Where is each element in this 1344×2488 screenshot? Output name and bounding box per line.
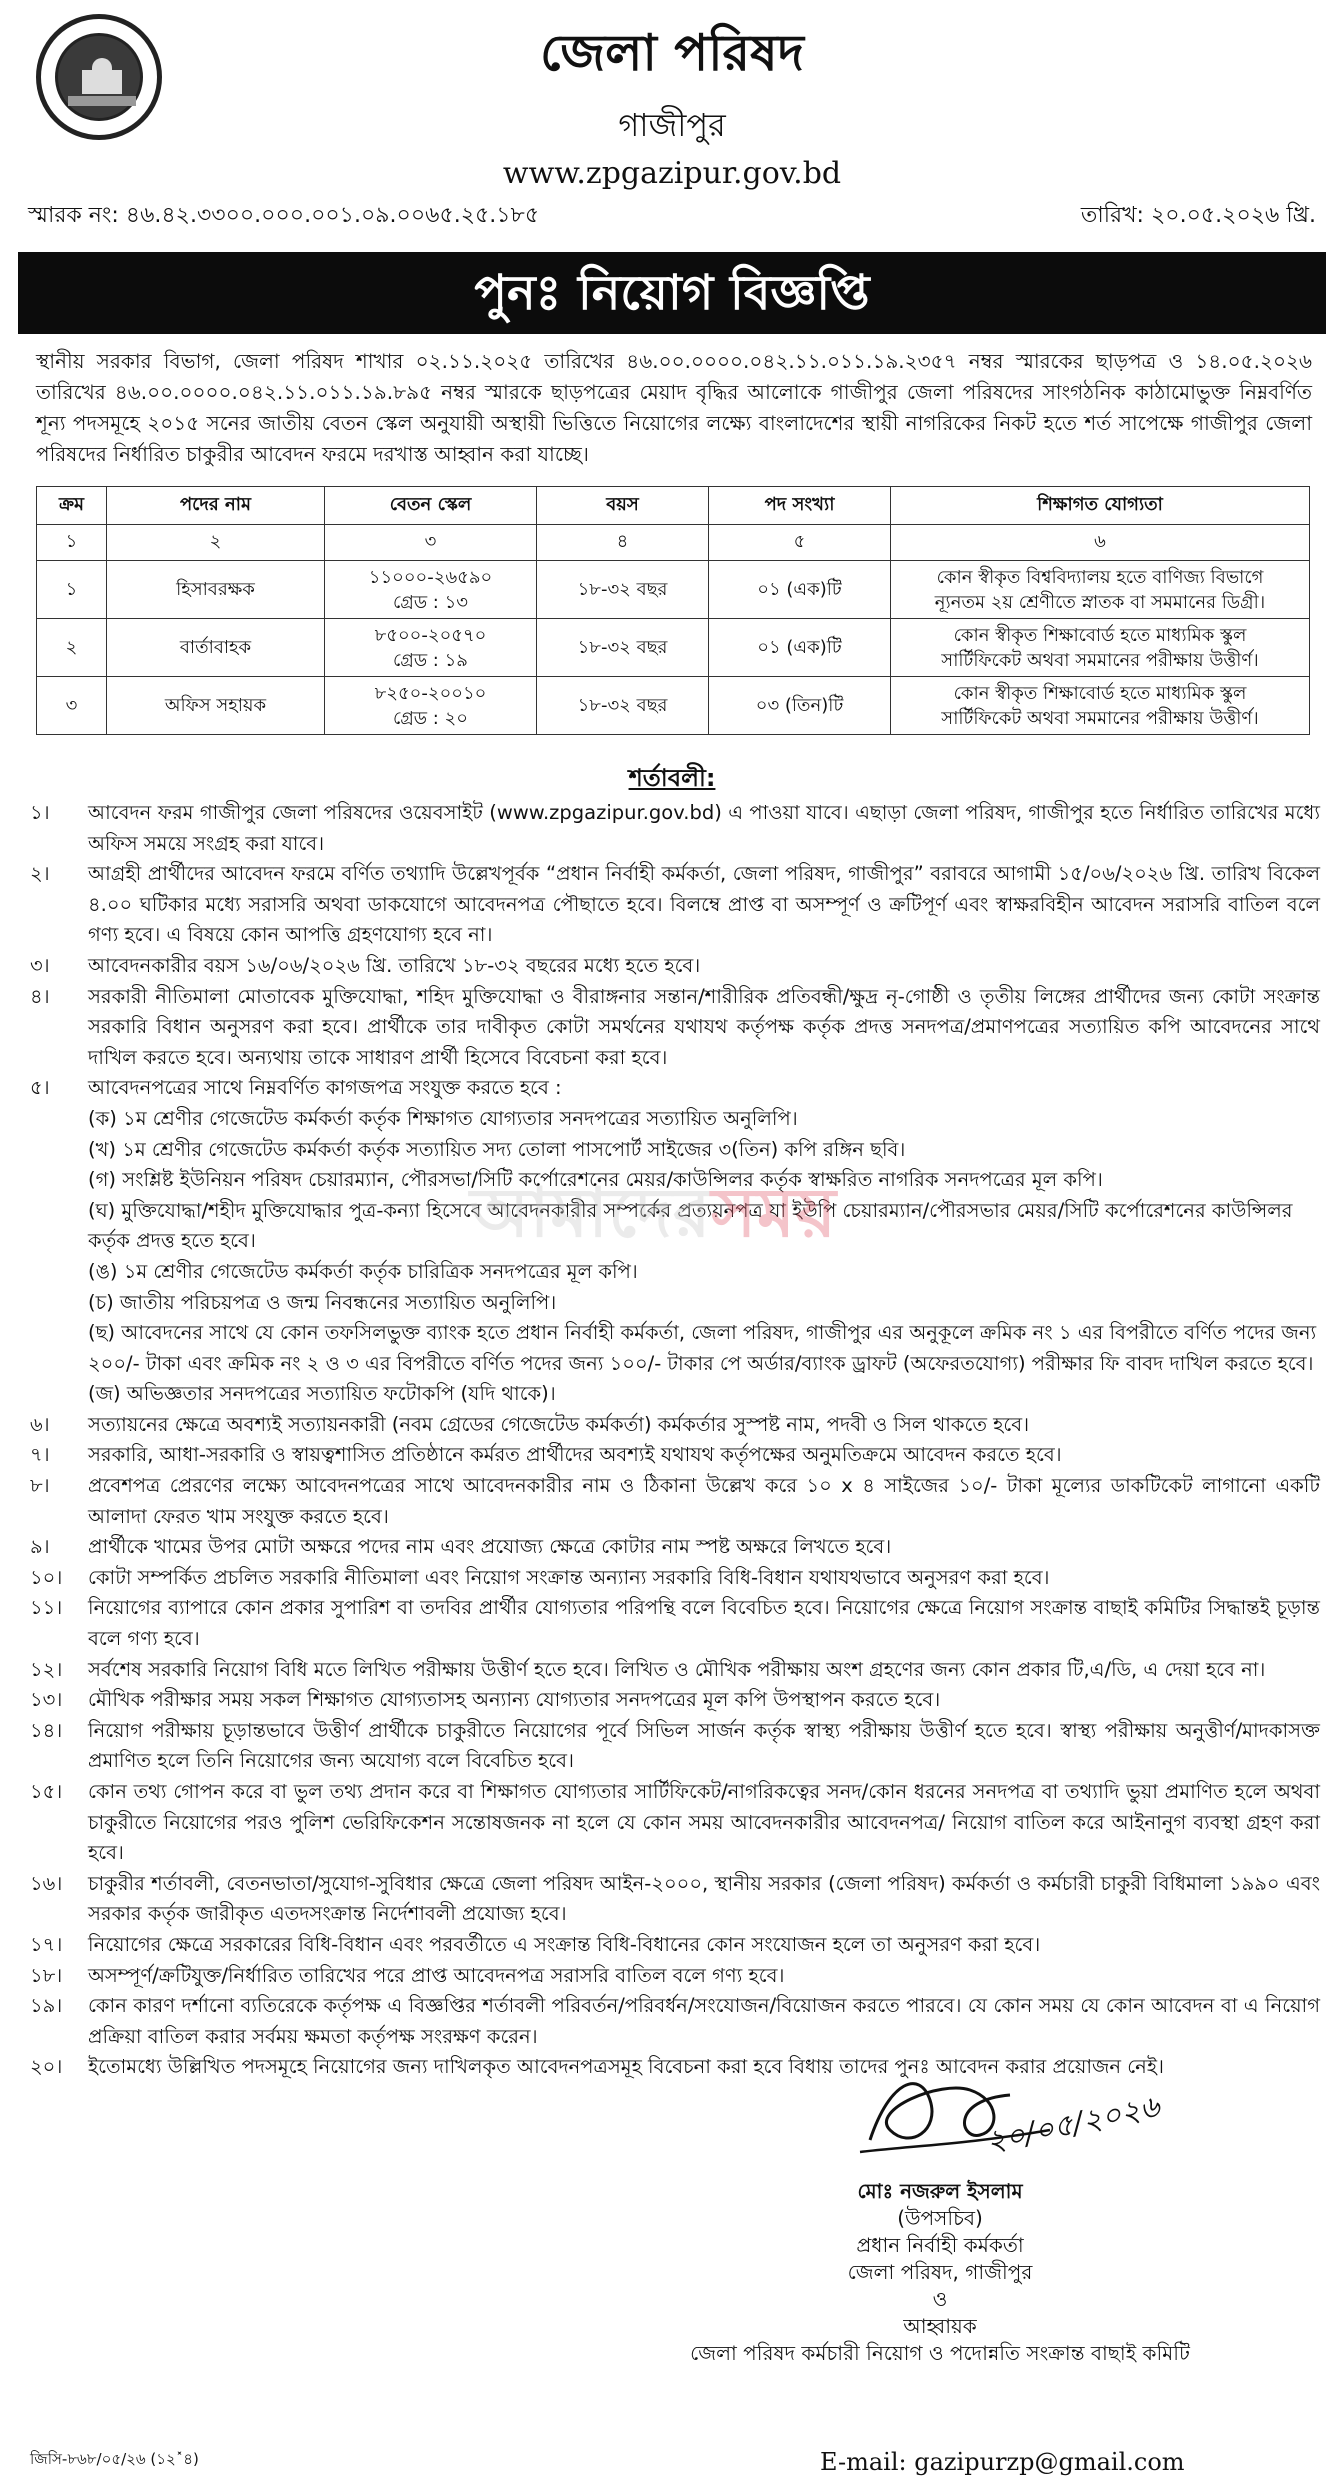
list-item: ৪। সরকারী নীতিমালা মোতাবেক মুক্তিযোদ্ধা, শহিদ মুক্তিযোদ্ধা ও বীরাঙ্গনার সন্তান/শারীরিক প্রতিবন্ধী/ক্ষুদ্র নৃ-গোষ্ঠী ও তৃতীয় লিঙ্গের প্রার্থীদের জন্য কোটা সংক্রান্ত সরকারি বিধান অনুসরণ করা হবে। প্রার্থীকে তার দাবীকৃত কোটা সমর্থনের যথাযথ কর্তৃপক্ষ কর্তৃক প্রদত্ত সনদপত্র/প্রমাণপত্রের সত্যায়িত কপি আবেদনের সাথে দাখিল করতে হবে। অন্যথায় তাকে সাধারণ প্রার্থী হিসেবে বিবেচনা করা হবে। <box>30 984 1320 1069</box>
list-item: ৩। আবেদনকারীর বয়স ১৬/০৬/২০২৬ খ্রি. তারিখে ১৮-৩২ বছরের মধ্যে হতে হবে। <box>30 953 701 977</box>
sub-item: (ঙ) ১ম শ্রেণীর গেজেটেড কর্মকর্তা কর্তৃক চারিত্রিক সনদপত্রের মূল কপি। <box>88 1259 638 1283</box>
signatory-office: জেলা পরিষদ, গাজীপুর <box>847 2260 1033 2284</box>
signatory-role: আহ্বায়ক <box>903 2314 977 2338</box>
conditions-heading: শর্তাবলী: <box>628 764 716 792</box>
list-item: ২। আগ্রহী প্রার্থীদের আবেদন ফরমে বর্ণিত তথ্যাদি উল্লেখপূর্বক “প্রধান নির্বাহী কর্মকর্তা, জেলা পরিষদ, গাজীপুর” বরাবরে আগামী ১৫/০৬/২০২৬ খ্রি. তারিখ বিকেল ৪.০০ ঘটিকার মধ্যে সরাসরি অথবা ডাকযোগে আবেদনপত্র পৌছাতে হবে। বিলম্বে প্রাপ্ত বা অসম্পূর্ণ ও ক্রটিপূর্ণ এবং স্বাক্ষরবিহীন আবেদন সরাসরি বাতিল বলে গণ্য হবে। এ বিষয়ে কোন আপত্তি গ্রহণযোগ্য হবে না। <box>30 862 1320 947</box>
sub-item: (জ) অভিজ্ঞতার সনদপত্রের সত্যায়িত ফটোকপি (যদি থাকে)। <box>88 1382 556 1406</box>
list-item: ১২। সর্বশেষ সরকারি নিয়োগ বিধি মতে লিখিত পরীক্ষায় উত্তীর্ণ হতে হবে। লিখিত ও মৌখিক পরীক্ষায় অংশ গ্রহণের জন্য কোন প্রকার টি,এ/ডি, এ দেয়া হবে না। <box>30 1657 1266 1681</box>
contact-email: E-mail: gazipurzp@gmail.com <box>820 2448 1185 2476</box>
col-serial-header: ক্রম <box>37 487 107 525</box>
memo-date: তারিখ: ২০.০৫.২০২৬ খ্রি. <box>1080 203 1316 228</box>
list-item: ১৫। কোন তথ্য গোপন করে বা ভুল তথ্য প্রদান করে বা শিক্ষাগত যোগ্যতার সার্টিফিকেট/নাগরিকত্বের সনদ/কোন ধরনের সনদপত্র বা তথ্যাদি ভুয়া প্রমাণিত হলে অথবা চাকুরীতে নিয়োগের পরও পুলিশ ভেরিফিকেশন সন্তোষজনক না হলে যে কোন সময় আবেদনকারীর আবেদনপত্র/ নিয়োগ বাতিল করে আইনানুগ ব্যবস্থা গ্রহণ করা হবে। <box>30 1780 1320 1865</box>
col-qualification-header: শিক্ষাগত যোগ্যতা <box>891 487 1310 525</box>
list-item: ১৭। নিয়োগের ক্ষেত্রে সরকারের বিধি-বিধান এবং পরবর্তীতে এ সংক্রান্ত বিধি-বিধানের কোন সংযোজন হলে তা অনুসরণ করা হবে। <box>30 1932 1041 1956</box>
newspaper-watermark: আমাদেরসময় <box>470 1174 837 1253</box>
sub-item: (ক) ১ম শ্রেণীর গেজেটেড কর্মকর্তা কর্তৃক শিক্ষাগত যোগ্যতার সনদপত্রের সত্যায়িত অনুলিপি। <box>88 1106 798 1130</box>
conditions-list <box>30 798 1320 2083</box>
publication-code: জিসি-৮৬৮/০৫/২৬ (১২˟৪) <box>30 2450 199 2468</box>
list-item: ১৮। অসম্পূর্ণ/ক্রটিযুক্ত/নির্ধারিত তারিখের পরে প্রাপ্ত আবেদনপত্র সরাসরি বাতিল বলে গণ্য হবে। <box>30 1963 785 1987</box>
letterhead <box>0 0 1344 210</box>
signatory-and: ও <box>932 2287 948 2311</box>
table-row: ২ বার্তাবাহক ৮৫০০-২০৫৭০ গ্রেড : ১৯ ১৮-৩২ বছর ০১ (এক)টি কোন স্বীকৃত শিক্ষাবোর্ড হতে মাধ্যমিক স্কুল সার্টিফিকেট অথবা সমমানের পরীক্ষায় উত্তীর্ণ। <box>37 619 1310 677</box>
sub-item: (খ) ১ম শ্রেণীর গেজেটেড কর্মকর্তা কর্তৃক সত্যায়িত সদ্য তোলা পাসপোর্ট সাইজের ৩(তিন) কপি রঙ্গিন ছবি। <box>88 1137 906 1161</box>
list-item: ৮। প্রবেশপত্র প্রেরণের লক্ষ্যে আবেদনপত্রের সাথে আবেদনকারীর নাম ও ঠিকানা উল্লেখ করে ১০ x ৪ সাইজের ১০/- টাকা মূল্যের ডাকটিকেট লাগানো একটি আলাদা ফেরত খাম সংযুক্ত করতে হবে। <box>30 1474 1320 1528</box>
list-item: ১৪। নিয়োগ পরীক্ষায় চূড়ান্তভাবে উত্তীর্ণ প্রার্থীকে চাকুরীতে নিয়োগের পূর্বে সিভিল সার্জন কর্তৃক স্বাস্থ্য পরীক্ষায় উত্তীর্ণ হতে হবে। স্বাস্থ্য পরীক্ষায় অনুত্তীর্ণ/মাদকাসক্ত প্রমাণিত হলে তিনি নিয়োগের জন্য অযোগ্য বলে বিবেচিত হবে। <box>30 1718 1320 1773</box>
sub-item: (চ) জাতীয় পরিচয়পত্র ও জন্ম নিবন্ধনের সত্যায়িত অনুলিপি। <box>88 1290 557 1314</box>
col-scale-header: বেতন স্কেল <box>325 487 537 525</box>
list-item: ১৯। কোন কারণ দর্শানো ব্যতিরেকে কর্তৃপক্ষ এ বিজ্ঞপ্তির শর্তাবলী পরিবর্তন/পরিবর্ধন/সংযোজন/বিয়োজন করতে পারবে। যে কোন সময় যে কোন আবেদন বা এ নিয়োগ প্রক্রিয়া বাতিল করার সর্বময় ক্ষমতা কর্তৃপক্ষ সংরক্ষণ করেন। <box>30 1994 1320 2048</box>
signatory-block <box>660 2178 1220 2367</box>
col-age-header: বয়স <box>537 487 709 525</box>
vacancy-table <box>36 486 1310 735</box>
list-item: ৭। সরকারি, আধা-সরকারি ও স্বায়ত্বশাসিত প্রতিষ্ঠানে কর্মরত প্রার্থীদের অবশ্যই যথাযথ কর্তৃপক্ষের অনুমতিক্রমে আবেদন করতে হবে। <box>30 1443 1062 1467</box>
signatory-rank: (উপসচিব) <box>897 2206 983 2230</box>
notice-title-banner: পুনঃ নিয়োগ বিজ্ঞপ্তি <box>18 252 1326 334</box>
district-name: গাজীপুর <box>618 106 726 144</box>
sub-item: (ছ) আবেদনের সাথে যে কোন তফসিলভুক্ত ব্যাংক হতে প্রধান নির্বাহী কর্মকর্তা, জেলা পরিষদ, গাজীপুর এর অনুকূলে ক্রমিক নং ১ এর বিপরীতে বর্ণিত পদের জন্য ২০০/- টাকা এবং ক্রমিক নং ২ ও ৩ এর বিপরীতে বর্ণিত পদের জন্য ১০০/- টাকার পে অর্ডার/ব্যাংক ড্রাফট (অফেরতযোগ্য) পরীক্ষার ফি বাবদ দাখিল করতে হবে। <box>88 1321 1317 1375</box>
signatory-designation: প্রধান নির্বাহী কর্মকর্তা <box>856 2233 1024 2257</box>
organization-title: জেলা পরিষদ <box>540 23 804 82</box>
column-number-row: ১ ২ ৩ ৪ ৫ ৬ <box>37 525 1310 561</box>
list-item: ১৩। মৌখিক পরীক্ষার সময় সকল শিক্ষাগত যোগ্যতাসহ অন্যান্য যোগ্যতার সনদপত্রের মূল কপি উপস্থাপন করতে হবে। <box>30 1688 941 1712</box>
signature-date: ২০/০৫/২০২৬ <box>983 2089 1163 2160</box>
col-post-header: পদের নাম <box>107 487 325 525</box>
list-item: ৯। প্রার্থীকে খামের উপর মোটা অক্ষরে পদের নাম এবং প্রযোজ্য ক্ষেত্রে কোটার নাম স্পষ্ট অক্ষরে লিখতে হবে। <box>30 1535 892 1559</box>
table-header-row <box>37 487 1310 525</box>
memo-row <box>28 198 1316 230</box>
list-item: ১। আবেদন ফরম গাজীপুর জেলা পরিষদের ওয়েবসাইট (www.zpgazipur.gov.bd) এ পাওয়া যাবে। এছাড়া জেলা পরিষদ, গাজীপুর হতে নির্ধারিত তারিখের মধ্যে অফিস সময়ে সংগ্রহ করা যাবে। <box>30 801 1320 855</box>
table-row: ৩ অফিস সহায়ক ৮২৫০-২০০১০ গ্রেড : ২০ ১৮-৩২ বছর ০৩ (তিন)টি কোন স্বীকৃত শিক্ষাবোর্ড হতে মাধ্যমিক স্কুল সার্টিফিকেট অথবা সমমানের পরীক্ষায় উত্তীর্ণ। <box>37 677 1310 735</box>
list-item: ৫। আবেদনপত্রের সাথে নিম্নবর্ণিত কাগজপত্র সংযুক্ত করতে হবে : <box>30 1076 562 1100</box>
list-item: ১০। কোটা সম্পর্কিত প্রচলিত সরকারি নীতিমালা এবং নিয়োগ সংক্রান্ত অন্যান্য সরকারি বিধি-বিধান যথাযথভাবে অনুসরণ করা হবে। <box>30 1565 1050 1589</box>
sub-item: (গ) সংশ্লিষ্ট ইউনিয়ন পরিষদ চেয়ারম্যান, পৌরসভা/সিটি কর্পোরেশনের মেয়র/কাউন্সিলর কর্তৃক স্বাক্ষরিত নাগরিক সনদপত্রের মূল কপি। <box>88 1168 1103 1192</box>
signatory-name: মোঃ নজরুল ইসলাম <box>857 2179 1023 2203</box>
intro-paragraph: স্থানীয় সরকার বিভাগ, জেলা পরিষদ শাখার ০২.১১.২০২৫ তারিখের ৪৬.০০.০০০০.০৪২.১১.০১১.১৯.২৩৫৭ নম্বর স্মারকের ছাড়পত্র ও ১৪.০৫.২০২৬ তারিখের ৪৬.০০.০০০০.০৪২.১১.০১১.১৯.৮৯৫ নম্বর স্মারকে ছাড়পত্রের মেয়াদ বৃদ্ধির আলোকে গাজীপুর জেলা পরিষদের সাংগঠনিক কাঠামোভুক্ত নিম্নবর্ণিত শূন্য পদসমূহে ২০১৫ সনের জাতীয় বেতন স্কেল অনুযায়ী অস্থায়ী ভিত্তিতে নিয়োগের লক্ষ্যে বাংলাদেশের স্থায়ী নাগরিকের নিকট হতে শর্ত সাপেক্ষে গাজীপুর জেলা পরিষদের নির্ধারিত চাকুরীর আবেদন ফরমে দরখাস্ত আহ্বান করা যাচ্ছে। <box>36 349 1313 466</box>
list-item: ৬। সত্যায়নের ক্ষেত্রে অবশ্যই সত্যায়নকারী (নবম গ্রেডের গেজেটেড কর্মকর্তা) কর্মকর্তার সুস্পষ্ট নাম, পদবী ও সিল থাকতে হবে। <box>30 1412 1030 1436</box>
list-item: ১১। নিয়োগের ব্যাপারে কোন প্রকার সুপারিশ বা তদবির প্রার্থীর যোগ্যতার পরিপন্থি বলে বিবেচিত হবে। নিয়োগের ক্ষেত্রে নিয়োগ সংক্রান্ত বাছাই কমিটির সিদ্ধান্তই চূড়ান্ত বলে গণ্য হবে। <box>30 1596 1320 1651</box>
website-address: www.zpgazipur.gov.bd <box>502 156 842 191</box>
committee-name: জেলা পরিষদ কর্মচারী নিয়োগ ও পদোন্নতি সংক্রান্ত বাছাই কমিটি <box>690 2341 1190 2365</box>
list-item: ২০। ইতোমধ্যে উল্লিখিত পদসমূহে নিয়োগের জন্য দাখিলকৃত আবেদনপত্রসমূহ বিবেচনা করা হবে বিধায় তাদের পুনঃ আবেদন করার প্রয়োজন নেই। <box>30 2055 1164 2079</box>
col-count-header: পদ সংখ্যা <box>709 487 891 525</box>
list-item: ১৬। চাকুরীর শর্তাবলী, বেতনভাতা/সুযোগ-সুবিধার ক্ষেত্রে জেলা পরিষদ আইন-২০০০, স্থানীয় সরকার (জেলা পরিষদ) কর্মকর্তা ও কর্মচারী চাকুরী বিধিমালা ১৯৯০ এবং সরকার কর্তৃক জারীকৃত এতদসংক্রান্ত নির্দেশাবলী প্রযোজ্য হবে। <box>30 1871 1320 1926</box>
table-row: ১ হিসাবরক্ষক ১১০০০-২৬৫৯০ গ্রেড : ১৩ ১৮-৩২ বছর ০১ (এক)টি কোন স্বীকৃত বিশ্ববিদ্যালয় হতে বাণিজ্য বিভাগে ন্যূনতম ২য় শ্রেণীতে স্নাতক বা সমমানের ডিগ্রী। <box>37 561 1310 619</box>
memo-number: স্মারক নং: ৪৬.৪২.৩৩০০.০০০.০০১.০৯.০০৬৫.২৫.১৮৫ <box>28 203 540 228</box>
sub-item: (ঘ) মুক্তিযোদ্ধা/শহীদ মুক্তিযোদ্ধার পুত্র-কন্যা হিসেবে আবেদনকারীর সম্পর্কের প্রত্যয়নপত্র যা ইউপি চেয়ারম্যান/পৌরসভার মেয়র/সিটি কর্পোরেশনের কাউন্সিলর কর্তৃক প্রদত্ত হতে হবে। <box>88 1198 1293 1253</box>
